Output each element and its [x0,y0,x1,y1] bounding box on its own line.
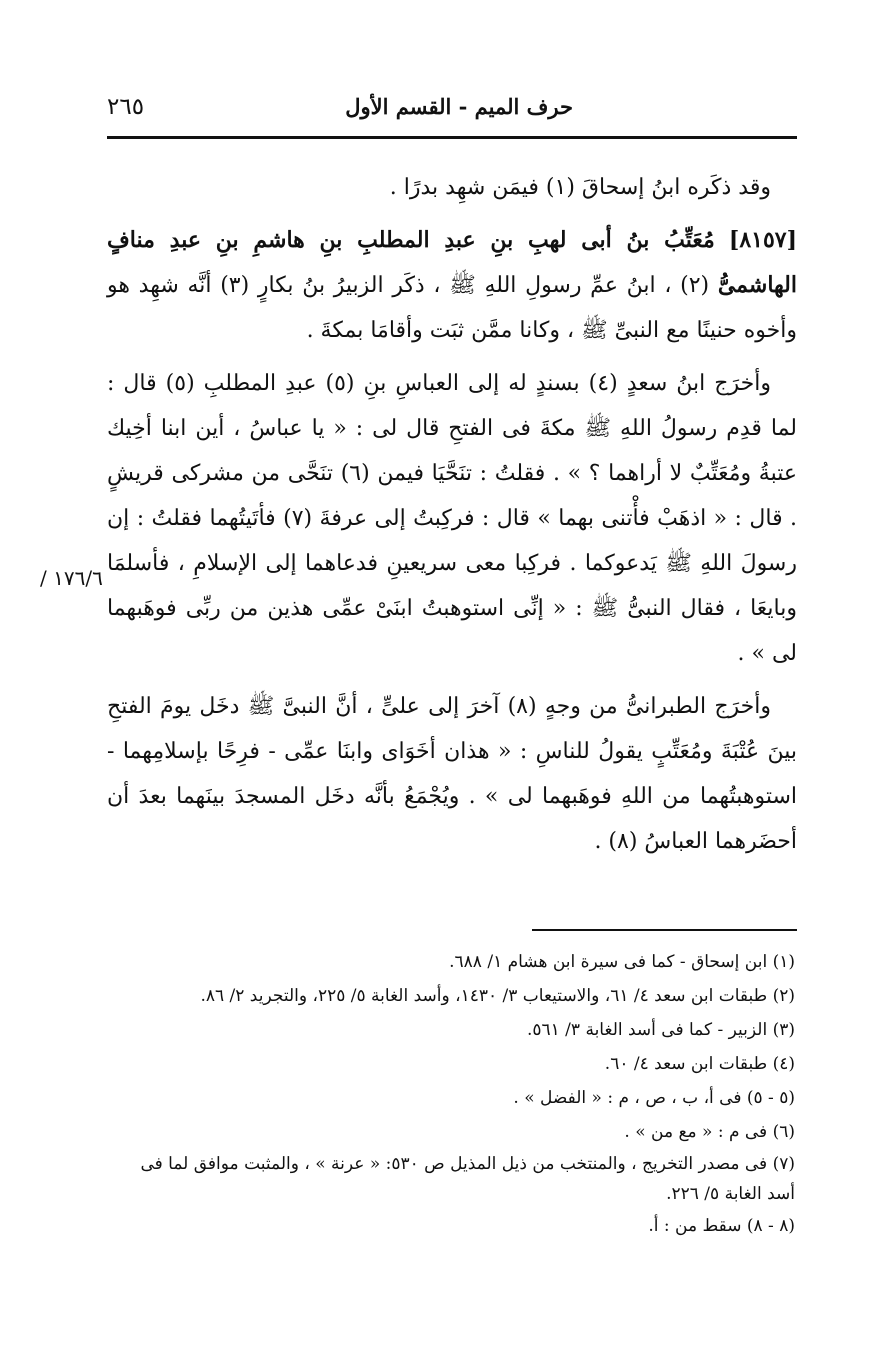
footnote-8: (٨ - ٨) سقط من : أ. [648,1216,795,1236]
footnote-rule [532,929,797,931]
footnote-5: (٥ - ٥) فى أ، ب ، ص ، م : « الفضل » . [513,1088,795,1108]
entry-number: [٨١٥٧] [728,227,797,253]
entry-text: (٢) ، ابنُ عمِّ رسولِ اللهِ ﷺ ، ذكَر الزبيرُ بنُ بكارٍ (٣) أنَّه شهِد هو وأخوه حنينًا مع النبىِّ ﷺ ، وكانا ممَّن ثبَت وأقامَا بمكةَ . [107,273,797,343]
running-title: حرف الميم - القسم الأول [345,94,573,119]
footnote-3: (٣) الزبير - كما فى أسد الغابة ٣/ ٥٦١. [526,1020,795,1040]
footnote-2: (٢) طبقات ابن سعد ٤/ ٦١، والاستيعاب ٣/ ١٤٣٠، وأسد الغابة ٥/ ٢٢٥، والتجريد ٢/ ٨٦. [200,986,795,1006]
margin-reference: ١٧٦/٦ / [40,566,103,590]
footnote-4: (٤) طبقات ابن سعد ٤/ ٦٠. [604,1054,795,1074]
paragraph-3: وأخرَج ابنُ سعدٍ (٤) بسندٍ له إلى العباسِ بنِ (٥) عبدِ المطلبِ (٥) قال : لما قدِم رسولُ اللهِ ﷺ مكةَ فى الفتحِ قال لى : « يا عباسُ ، أين ابنا أخِيك عتبةُ ومُعَتِّبٌ لا أراهما ؟ » . فقلتُ : تنَحَّيَا فيمن (٦) تنَحَّى من مشركى قريشٍ . قال : « اذهَبْ فأْتنى بهما » قال : فركِبتُ إلى عرفةَ (٧) فأتَيتُهما فقلتُ : إن رسولَ اللهِ ﷺ يَدعوكما . فركِبا معى سريعينِ فدعاهما إلى الإسلامِ ، فأسلمَا وبايعَا ، فقال النبىُّ ﷺ : « إنِّى استوهبتُ ابنَىْ عمِّى هذين من ربِّى فوهَبهما لى » . [107,371,797,666]
footnotes [115,945,795,1243]
paragraph-4: وأخرَج الطبرانىُّ من وجهٍ (٨) آخرَ إلى علىٍّ ، أنَّ النبىَّ ﷺ دخَل يومَ الفتحِ بينَ عُتْبَةَ ومُعَتِّبٍ يقولُ للناسِ : « هذان أخَوَاى وابنَا عمِّى - فرِحًا بإسلامِهما - استوهبتُهما من اللهِ فوهَبهما لى » . ويُجْمَعُ بأنَّه دخَل المسجدَ بينَهما بعدَ أن أحضَرهما العباسُ (٨) . [107,694,797,854]
main-text [107,165,797,872]
page-number: ٢٦٥ [107,94,145,120]
footnote-1: (١) ابن إسحاق - كما فى سيرة ابن هشام ١/ ٦٨٨. [449,952,795,972]
footnote-6: (٦) فى م : « مع من » . [624,1122,795,1142]
entry-paragraph [107,218,797,353]
header-rule [107,136,797,139]
paragraph-1: وقد ذكَره ابنُ إسحاقَ (١) فيمَن شهِد بدرًا . [389,175,771,200]
entry-name: مُعَتِّبُ بنُ أبى لهبِ بنِ عبدِ المطلبِ بنِ هاشمِ بنِ عبدِ منافٍ الهاشمىُّ [107,227,797,298]
page-header [107,86,797,130]
footnote-7: (٧) فى مصدر التخريج ، والمنتخب من ذيل المذيل ص ٥٣٠: « عرنة » ، والمثبت موافق لما فى أسد الغابة ٥/ ٢٢٦. [140,1154,795,1204]
